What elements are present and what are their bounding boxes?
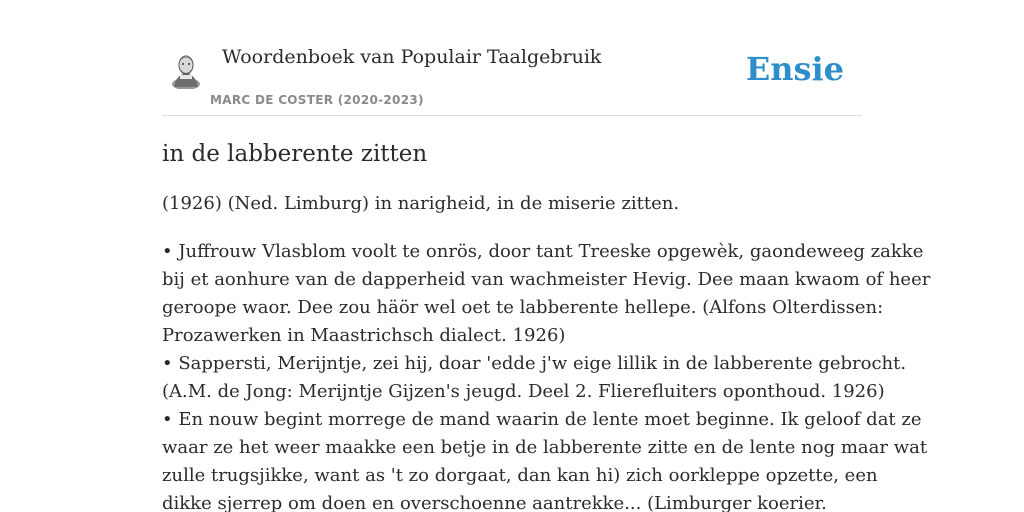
citation-line: dikke sjerrep om doen en overschoenne aantrekke... (Limburger koerier.	[162, 493, 827, 512]
citation-line: geroope waor. Dee zou häör wel oet te labberente hellepe. (Alfons Olterdissen:	[162, 297, 884, 318]
citation-line: zulle trugsjikke, want as 't zo dorgaat, dan kan hi) zich oorkleppe opzette, een	[162, 465, 878, 486]
entry-definition: (1926) (Ned. Limburg) in narigheid, in de miserie zitten.	[162, 193, 680, 214]
citation-line: • En nouw begint morrege de mand waarin de lente moet beginne. Ik geloof dat ze	[162, 409, 922, 430]
citation-list	[162, 238, 931, 512]
citation-line: bij et aonhure van de dapperheid van wachmeister Hevig. Dee maan kwaom of heer	[162, 269, 931, 290]
citation-line: waar ze het weer maakke een betje in de labberente zitte en de lente nog maar wat	[162, 437, 928, 458]
author-name[interactable]: MARC DE COSTER (2020-2023)	[210, 93, 424, 107]
entry-content	[162, 138, 931, 512]
citation-line: Prozawerken in Maastrichsch dialect. 1926)	[162, 325, 566, 346]
author-portrait-icon	[168, 51, 204, 89]
citation-line: • Juffrouw Vlasblom voolt te onrös, door tant Treeske opgewèk, gaondeweeg zakke	[162, 241, 924, 262]
dictionary-title[interactable]: Woordenboek van Populair Taalgebruik	[222, 46, 602, 68]
dictionary-header	[162, 36, 862, 116]
ensie-logo[interactable]: Ensie	[745, 50, 844, 88]
citation-line: • Sappersti, Merijntje, zei hij, doar 'edde j'w eige lillik in de labberente gebrocht.	[162, 353, 907, 374]
entry-term: in de labberente zitten	[162, 141, 428, 167]
citation-line: (A.M. de Jong: Merijntje Gijzen's jeugd. Deel 2. Flierefluiters oponthoud. 1926)	[162, 381, 885, 402]
